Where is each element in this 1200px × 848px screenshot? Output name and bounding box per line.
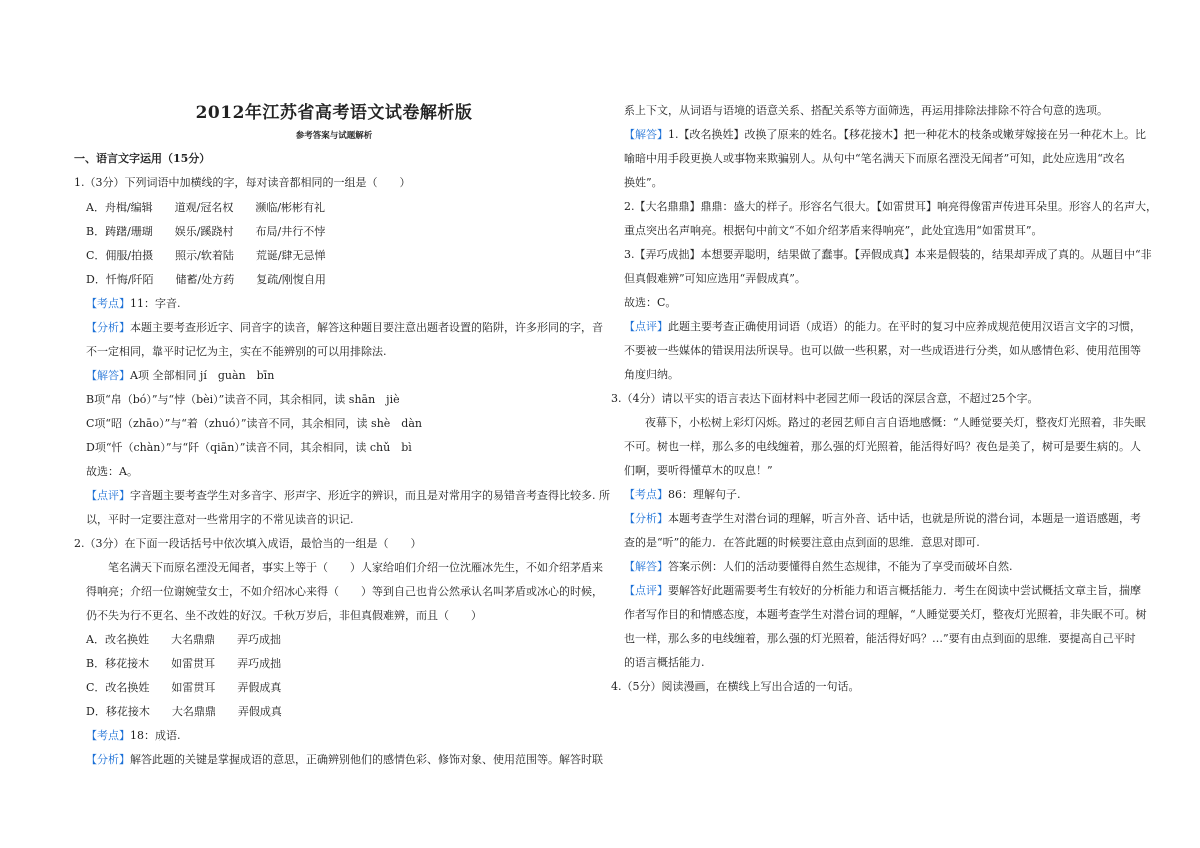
text-line — [624, 128, 1146, 142]
text-line — [624, 440, 1141, 454]
line-text: 以，平时一定要注意对一些常用字的不常见读音的识记. — [86, 513, 354, 526]
line-text: 解答此题的关键是掌握成语的意思，正确辨别他们的感情色彩、修饰对象、使用范围等。解答时联 — [130, 753, 603, 766]
line-text: 换姓”。 — [624, 176, 663, 189]
line-text: 1.【改名换姓】改换了原来的姓名。【移花接木】把一种花木的枝条或嫩芽嫁接在另一种花木上。比 — [668, 128, 1146, 141]
section-tag: 【解答】 — [624, 128, 668, 141]
section-tag: 【考点】 — [86, 729, 130, 742]
section-tag: 【考点】 — [86, 297, 130, 310]
line-text: 夜幕下，小松树上彩灯闪烁。路过的老园艺师自言自语地感慨：“人睡觉要关灯，整夜灯光照着，非失眠 — [645, 416, 1146, 429]
line-text: B．踌躇/珊瑚 娱乐/蹊跷村 布局/井行不悖 — [86, 225, 326, 238]
line-text: 2.（3分）在下面一段话括号中依次填入成语，最恰当的一组是（ ） — [74, 537, 422, 550]
text-line — [86, 369, 274, 383]
line-text: 字音题主要考查学生对多音字、形声字、形近字的辨识，而且是对常用字的易错音考查得比较多. 所 — [130, 489, 610, 502]
line-text: 得响亮；介绍一位谢婉莹女士，不如介绍冰心来得（ ）等到自己也肯公然承认名叫茅盾或冰心的时候， — [86, 585, 603, 598]
text-line — [86, 273, 326, 287]
line-text: 故选：A。 — [86, 465, 138, 478]
line-text: B项“帛（bó）”与“悖（bèi）”读音不同，其余相同，读 shān jiè — [86, 393, 400, 406]
line-text: 本题考查学生对潜台词的理解，听言外音、话中话，也就是所说的潜台词，本题是一道语感题，考 — [668, 512, 1141, 525]
line-text: 答案示例：人们的活动要懂得自然生态规律，不能为了享受而破坏自然. — [668, 560, 1013, 573]
text-line — [108, 561, 603, 575]
section-tag: 【解答】 — [86, 369, 130, 382]
text-line — [86, 681, 281, 695]
document-title: 2012年江苏省高考语文试卷解析版 — [195, 103, 473, 123]
line-text: 不要被一些媒体的错误用法所误导。也可以做一些积累，对一些成语进行分类，如从感情色彩、使用范围等 — [624, 344, 1141, 357]
line-text: 3.（4分）请以平实的语言表达下面材料中老园艺师一段话的深层含意，不超过25个字。 — [611, 392, 1039, 405]
line-text: C．改名换姓 如雷贯耳 弄假成真 — [86, 681, 282, 694]
text-line — [624, 152, 1125, 166]
line-text: 笔名满天下而原名湮没无闻者，事实上等于（ ）人家给咱们介绍一位沈雁冰先生，不如介绍茅盾来 — [108, 561, 603, 574]
text-line — [86, 705, 282, 719]
text-line — [624, 632, 1136, 646]
line-text: 的语言概括能力. — [624, 656, 705, 669]
text-line — [611, 680, 860, 694]
line-text: D．移花接木 大名鼎鼎 弄假成真 — [86, 705, 282, 718]
line-text: C．佣服/拍摄 照示/软着陆 荒诞/肆无忌惮 — [86, 249, 326, 262]
line-text: 11：字音. — [130, 297, 181, 310]
line-text: D项“忏（chàn）”与“阡（qiān）”读音不同，其余相同，读 chǔ bì — [86, 441, 412, 454]
text-line — [624, 368, 679, 382]
text-line — [624, 320, 1141, 334]
line-text: 2.【大名鼎鼎】鼎鼎：盛大的样子。形容名气很大。【如雷贯耳】响亮得像雷声传进耳朵里。形容人的名声大， — [624, 200, 1157, 213]
section-tag: 【分析】 — [86, 753, 130, 766]
line-text: 86：理解句子. — [668, 488, 741, 501]
text-line — [86, 489, 610, 503]
line-text: 仍不失为行不更名、坐不改姓的好汉。千秋万岁后，非但真假难辨，而且（ ） — [86, 609, 482, 622]
line-text: A项 全部相同 jí guàn bīn — [130, 369, 275, 382]
line-text: D．忏悔/阡陌 储蓄/处方药 复疏/刚愎自用 — [86, 273, 326, 286]
text-line — [86, 249, 326, 263]
text-line — [624, 200, 1157, 214]
section-tag: 【点评】 — [86, 489, 130, 502]
line-text: 作者写作目的和情感态度，本题考查学生对潜台词的理解，“人睡觉要关灯，整夜灯光照着，非失眠不可。树 — [624, 608, 1147, 621]
text-line — [645, 416, 1146, 430]
text-line — [74, 176, 411, 190]
line-text: 重点突出名声响亮。根据句中前文“不如介绍茅盾来得响亮”，此处宜选用“如雷贯耳”。 — [624, 224, 1043, 237]
line-text: 一、语言文字运用（15分） — [74, 152, 211, 165]
text-line — [624, 560, 1013, 574]
text-line — [624, 656, 705, 670]
text-line — [624, 464, 773, 478]
text-line — [86, 609, 482, 623]
text-line — [86, 417, 422, 431]
line-text: 本题主要考查形近字、同音字的读音，解答这种题目要注意出题者设置的陷阱，许多形同的字，音 — [130, 321, 603, 334]
text-line — [624, 296, 676, 310]
line-text: 也一样，那么多的电线缠着，那么强的灯光照着，能活得好吗？…”要有由点到面的思维．要提高自己平时 — [624, 632, 1136, 645]
text-line — [86, 225, 325, 239]
text-line — [624, 104, 1108, 118]
line-text: 此题主要考查正确使用词语（成语）的能力。在平时的复习中应养成规范使用汉语言文字的习惯， — [668, 320, 1141, 333]
line-text: 3.【弄巧成拙】本想要弄聪明，结果做了蠢事。【弄假成真】本来是假装的，结果却弄成了真的。从题目中“非 — [624, 248, 1152, 261]
text-line — [624, 536, 980, 550]
line-text: A．舟楫/编辑 道观/冠名权 濒临/彬彬有礼 — [86, 201, 326, 214]
line-text: A．改名换姓 大名鼎鼎 弄巧成拙 — [86, 633, 281, 646]
text-line — [86, 753, 603, 767]
text-line — [86, 465, 138, 479]
line-text: 要解答好此题需要考生有较好的分析能力和语言概括能力．考生在阅读中尝试概括文章主旨，揣摩 — [668, 584, 1141, 597]
section-tag: 【解答】 — [624, 560, 668, 573]
section-tag: 【分析】 — [624, 512, 668, 525]
line-text: 不可。树也一样，那么多的电线缠着，那么强的灯光照着，能活得好吗？夜色是美了，树可是要生病的。人 — [624, 440, 1141, 453]
line-text: B．移花接木 如雷贯耳 弄巧成拙 — [86, 657, 282, 670]
line-text: C项“昭（zhāo）”与“着（zhuó）”读音不同，其余相同，读 shè dàn — [86, 417, 422, 430]
text-line — [86, 321, 603, 335]
text-line — [624, 608, 1147, 622]
text-line — [86, 729, 181, 743]
line-text: 们啊，要听得懂草木的叹息！” — [624, 464, 773, 477]
text-line — [86, 585, 603, 599]
text-line — [624, 272, 806, 286]
text-line — [74, 152, 210, 166]
text-line — [624, 344, 1141, 358]
text-line — [86, 657, 281, 671]
text-line — [624, 488, 741, 502]
line-text: 4.（5分）阅读漫画，在横线上写出合适的一句话。 — [611, 680, 860, 693]
text-line — [611, 392, 1039, 406]
text-line — [74, 537, 422, 551]
text-line — [624, 176, 663, 190]
section-tag: 【考点】 — [624, 488, 668, 501]
text-line — [86, 441, 412, 455]
section-tag: 【分析】 — [86, 321, 130, 334]
line-text: 查的是“听”的能力．在答此题的时候要注意由点到面的思维．意思对即可. — [624, 536, 980, 549]
section-tag: 【点评】 — [624, 584, 668, 597]
line-text: 但真假难辨”可知应选用“弄假成真”。 — [624, 272, 806, 285]
text-line — [86, 297, 181, 311]
line-text: 不一定相同，靠平时记忆为主，实在不能辨别的可以用排除法. — [86, 345, 387, 358]
line-text: 角度归纳。 — [624, 368, 679, 381]
section-tag: 【点评】 — [624, 320, 668, 333]
text-line — [86, 633, 281, 647]
text-line — [86, 201, 325, 215]
text-line — [86, 393, 400, 407]
text-line — [624, 224, 1043, 238]
text-line — [624, 584, 1141, 598]
line-text: 故选：C。 — [624, 296, 677, 309]
line-text: 1.（3分）下列词语中加横线的字，每对读音都相同的一组是（ ） — [74, 176, 411, 189]
text-line — [86, 513, 354, 527]
text-line — [86, 345, 387, 359]
text-line — [624, 512, 1141, 526]
line-text: 18：成语. — [130, 729, 181, 742]
line-text: 喻暗中用手段更换人或事物来欺骗别人。从句中“笔名满天下而原名湮没无闻者”可知，此处应选用“改名 — [624, 152, 1125, 165]
document-subtitle: 参考答案与试题解析 — [295, 131, 373, 141]
line-text: 系上下文，从词语与语境的语意关系、搭配关系等方面筛选，再运用排除法排除不符合句意的选项。 — [624, 104, 1108, 117]
text-line — [624, 248, 1152, 262]
